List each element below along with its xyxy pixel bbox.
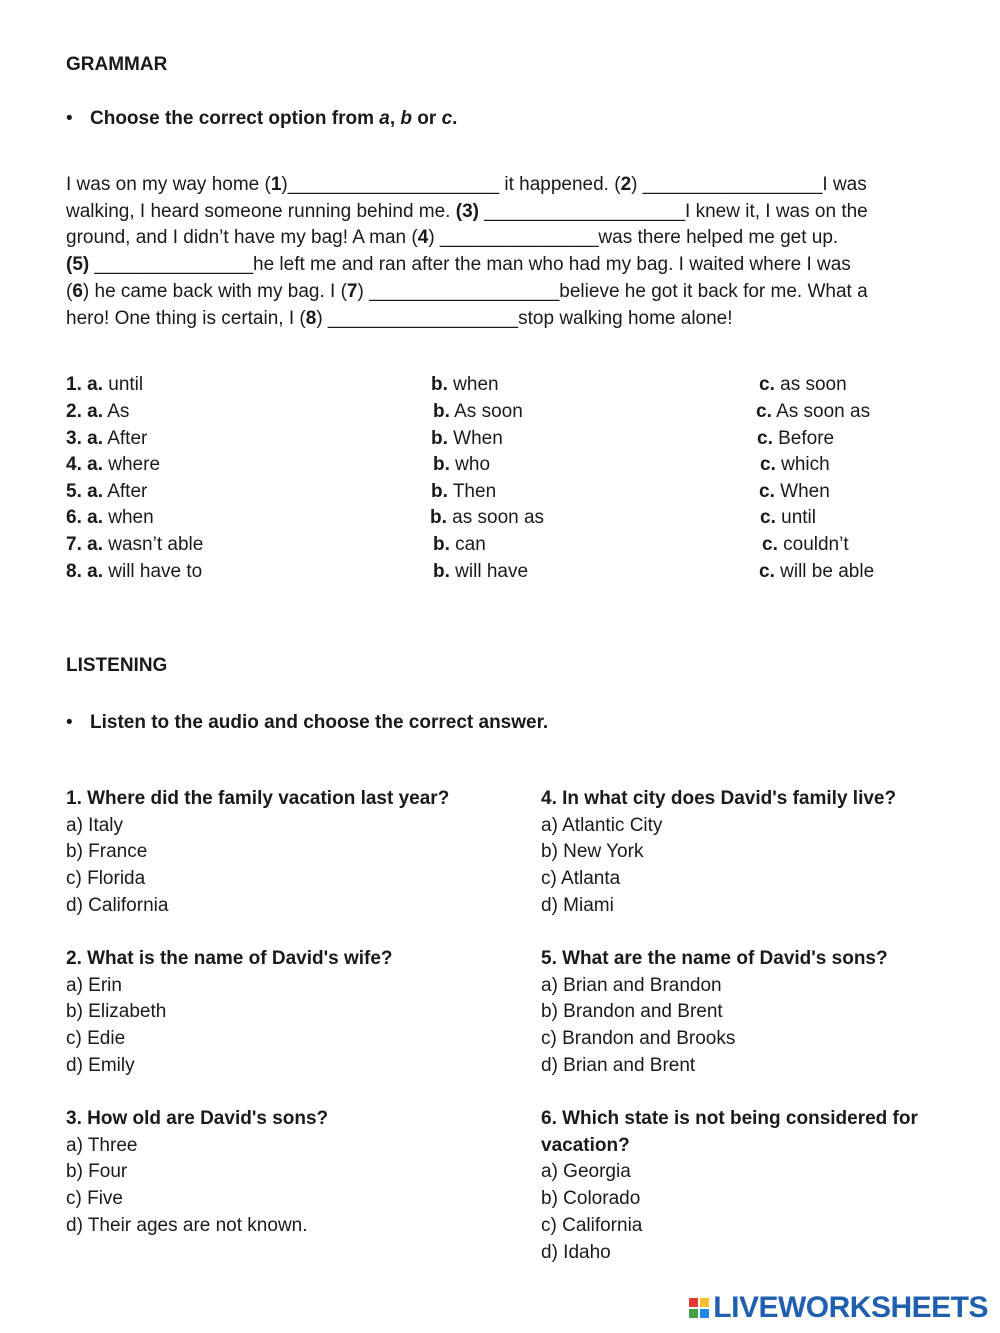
passage-line-1: I was on my way home (1)____________________ it happened. (2) _________________I was [66,174,867,195]
answer-option[interactable]: a) Atlantic City [541,814,663,836]
option-b[interactable]: b. can [433,534,486,555]
option-row [0,561,1000,587]
option-c[interactable]: c. When [759,481,830,502]
option-b[interactable]: b. when [431,374,499,395]
answer-option[interactable]: a) Three [66,1134,138,1156]
option-a[interactable]: 7. a. wasn’t able [66,534,204,555]
option-c[interactable]: c. will be able [759,561,875,582]
option-c[interactable]: c. Before [757,428,835,449]
cube-square [700,1298,709,1307]
answer-option[interactable]: a) Brian and Brandon [541,974,722,996]
option-a[interactable]: 4. a. where [66,454,161,475]
liveworksheets-cube-icon [689,1298,709,1318]
answer-option[interactable]: c) Atlanta [541,868,621,890]
option-b[interactable]: b. Then [431,481,497,502]
question-text: 1. Where did the family vacation last year? [66,788,450,809]
option-a[interactable]: 5. a. After [66,481,148,502]
question-text: 6. Which state is not being considered for vacation? [541,1108,918,1156]
answer-option[interactable]: b) Four [66,1161,128,1183]
cube-square [689,1298,698,1307]
answer-option[interactable]: c) California [541,1214,643,1236]
option-c[interactable]: c. which [760,454,830,475]
answer-option[interactable]: a) Erin [66,974,122,996]
bullet-icon: • [66,108,73,129]
question-text: 2. What is the name of David's wife? [66,948,393,969]
option-b[interactable]: b. as soon as [430,507,545,528]
cube-square [689,1309,698,1318]
answer-option[interactable]: b) Colorado [541,1188,641,1210]
option-c[interactable]: c. as soon [759,374,847,395]
option-row [0,507,1000,533]
question-text: 5. What are the name of David's sons? [541,948,888,969]
bullet-icon: • [66,712,73,733]
answer-option[interactable]: d) Emily [66,1054,135,1076]
question-block [541,946,961,1080]
passage-line-6: hero! One thing is certain, I (8) __________________stop walking home alone! [66,307,733,329]
question-text: 3. How old are David's sons? [66,1108,329,1129]
answer-option[interactable]: b) France [66,841,148,863]
answer-option[interactable]: a) Italy [66,814,124,836]
answer-option[interactable]: c) Brandon and Brooks [541,1028,736,1050]
option-a[interactable]: 2. a. As [66,401,130,422]
answer-option[interactable]: d) Idaho [541,1241,611,1263]
answer-option[interactable]: b) New York [541,841,644,863]
option-row [0,534,1000,560]
grammar-instruction: • Choose the correct option from a, b or c. [66,108,458,129]
answer-option[interactable]: d) Miami [541,894,614,916]
question-text: 4. In what city does David's family live? [541,788,897,809]
passage-line-2: walking, I heard someone running behind me. (3) ___________________I knew it, I was on the [66,200,868,222]
cube-square [700,1309,709,1318]
question-block [541,786,961,920]
option-row [0,481,1000,507]
liveworksheets-logo [689,1291,988,1325]
question-block [66,946,486,1080]
answer-option[interactable]: b) Brandon and Brent [541,1001,723,1023]
option-a[interactable]: 1. a. until [66,374,144,395]
answer-option[interactable]: c) Florida [66,868,146,890]
listening-heading: LISTENING [66,655,168,676]
answer-option[interactable]: c) Five [66,1188,123,1210]
grammar-passage [66,172,946,332]
option-c[interactable]: c. until [760,507,816,528]
answer-option[interactable]: d) California [66,894,169,916]
question-block [541,1106,941,1266]
passage-line-3: ground, and I didn’t have my bag! A man (4) _______________was there helped me get up. [66,227,839,249]
option-a[interactable]: 6. a. when [66,507,154,528]
question-block [66,786,486,920]
logo-text: LIVEWORKSHEETS [713,1291,988,1324]
grammar-heading: GRAMMAR [66,54,168,75]
option-row [0,428,1000,454]
option-b[interactable]: b. As soon [433,401,523,422]
option-a[interactable]: 3. a. After [66,428,148,449]
answer-option[interactable]: a) Georgia [541,1161,631,1183]
question-block [66,1106,486,1240]
passage-line-4: (5) _______________he left me and ran after the man who had my bag. I waited where I was [66,254,851,276]
option-b[interactable]: b. When [431,428,503,449]
answer-option[interactable]: d) Brian and Brent [541,1054,696,1076]
option-c[interactable]: c. As soon as [756,401,871,422]
option-c[interactable]: c. couldn’t [762,534,849,555]
answer-option[interactable]: d) Their ages are not known. [66,1214,308,1236]
answer-option[interactable]: c) Edie [66,1028,126,1050]
listening-instruction: • Listen to the audio and choose the correct answer. [66,712,549,733]
option-a[interactable]: 8. a. will have to [66,561,203,582]
option-row [0,401,1000,427]
option-row [0,454,1000,480]
option-b[interactable]: b. who [433,454,491,475]
option-b[interactable]: b. will have [433,561,529,582]
passage-line-5: (6) he came back with my bag. I (7) __________________believe he got it back for me. What a [66,280,868,302]
option-row [0,374,1000,400]
answer-option[interactable]: b) Elizabeth [66,1001,167,1023]
